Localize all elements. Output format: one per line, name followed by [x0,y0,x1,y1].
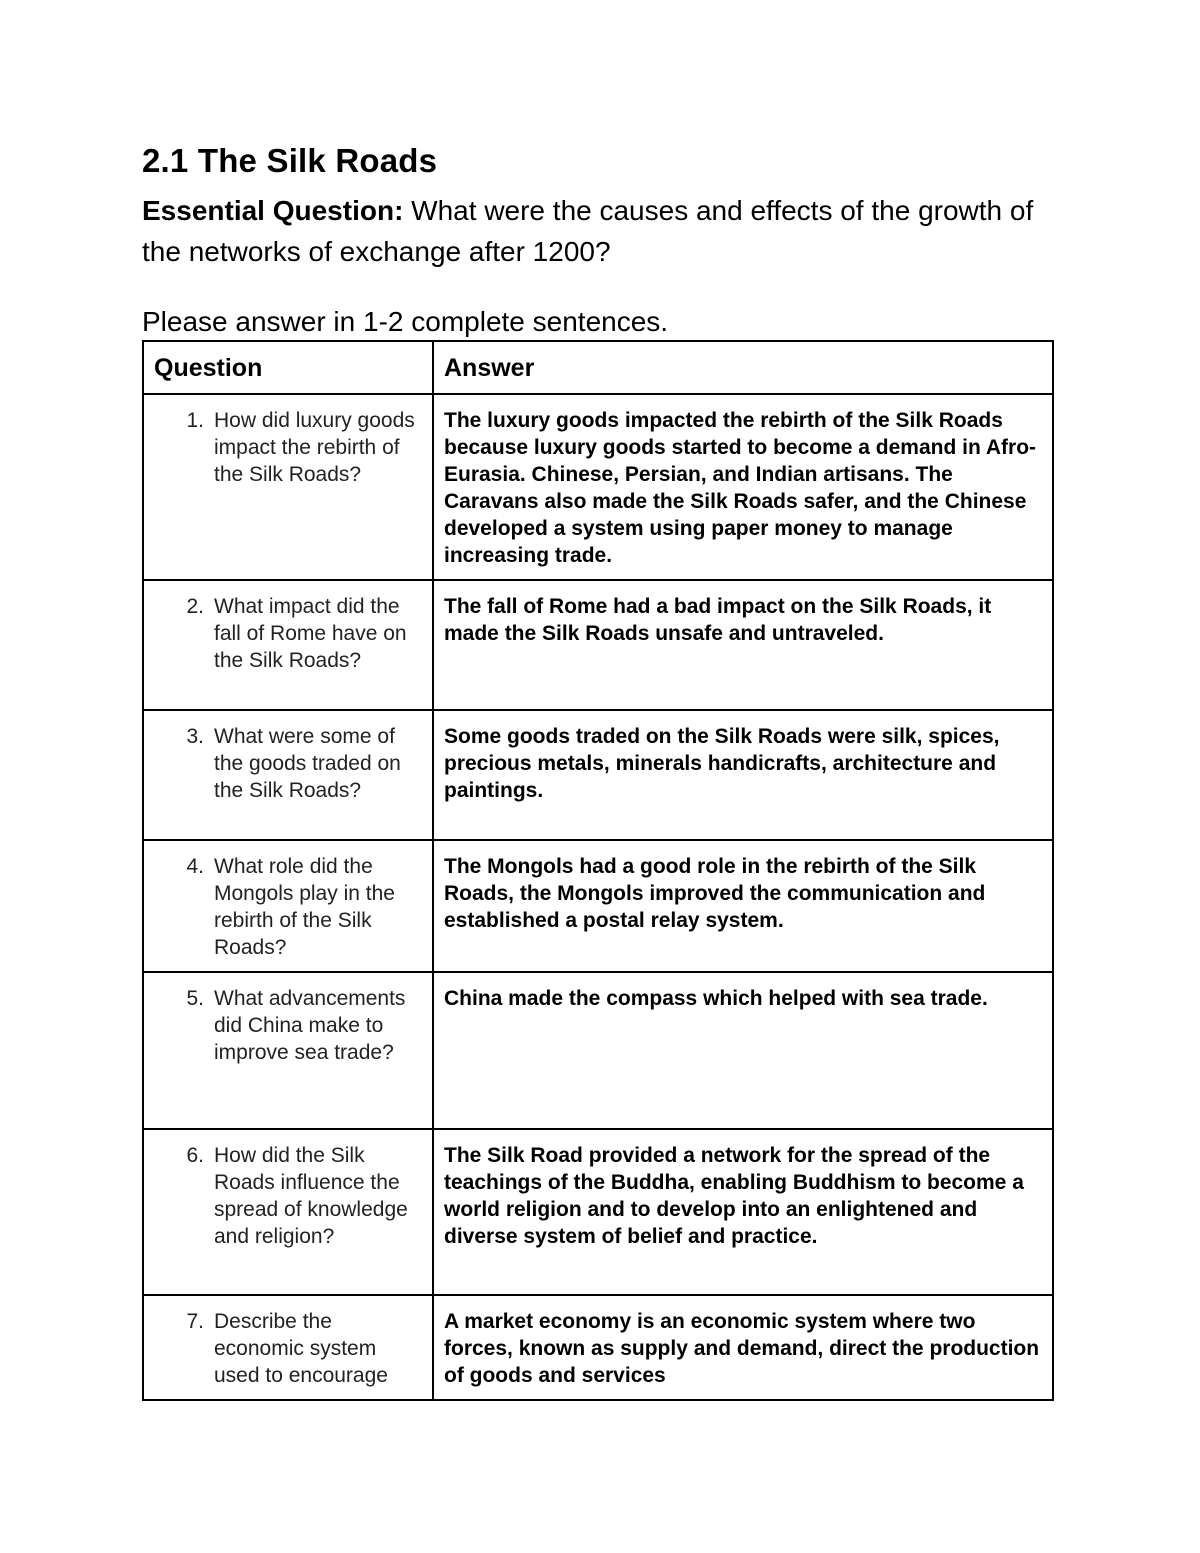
question-number: 4. [186,855,204,878]
answer-cell: The fall of Rome had a bad impact on the Silk Roads, it made the Silk Roads unsafe and untraveled. [433,580,1053,710]
answer-cell: The luxury goods impacted the rebirth of the Silk Roads because luxury goods started to become a demand in Afro-Eurasia. Chinese, Persian, and Indian artisans. The Caravans also made the Silk Roads safer, and the Chinese developed a system using paper money to manage increasing trade. [433,394,1053,580]
question-text: What advancements did China make to improve sea trade? [214,987,406,1064]
question-number: 6. [186,1144,204,1167]
worksheet-page [142,140,1052,1401]
question-text: What role did the Mongols play in the rebirth of the Silk Roads? [214,855,395,959]
question-text: How did the Silk Roads influence the spread of knowledge and religion? [214,1144,408,1248]
answer-cell: The Mongols had a good role in the rebirth of the Silk Roads, the Mongols improved the communication and established a postal relay system. [433,840,1053,972]
essential-question-text: What were the causes and effects of the growth of the networks of exchange after 1200? [142,195,1034,267]
answer-cell: Some goods traded on the Silk Roads were silk, spices, precious metals, minerals handicrafts, architecture and paintings. [433,710,1053,840]
table-row [143,1295,1053,1400]
answer-column-header: Answer [433,341,1053,394]
table-row [143,580,1053,710]
question-number: 3. [186,725,204,748]
question-cell [143,710,433,840]
table-row [143,394,1053,580]
table-row [143,1129,1053,1295]
question-number: 7. [186,1310,204,1333]
question-number: 5. [186,987,204,1010]
question-cell [143,840,433,972]
instructions: Please answer in 1-2 complete sentences. [142,306,669,337]
qa-table [142,340,1054,1401]
question-cell [143,394,433,580]
question-text: What were some of the goods traded on the Silk Roads? [214,725,401,802]
essential-question [142,190,1052,272]
question-column-header: Question [143,341,433,394]
table-row [143,840,1053,972]
answer-cell: The Silk Road provided a network for the spread of the teachings of the Buddha, enabling Buddhism to become a world religion and to develop into an enlightened and diverse system of belief and practice. [433,1129,1053,1295]
question-cell [143,1295,433,1400]
question-cell [143,580,433,710]
question-number: 1. [186,409,204,432]
question-text: How did luxury goods impact the rebirth of the Silk Roads? [214,409,415,486]
table-row [143,710,1053,840]
essential-question-label: Essential Question: [142,195,404,226]
question-text: What impact did the fall of Rome have on the Silk Roads? [214,595,407,672]
question-text: Describe the economic system used to encourage [214,1310,388,1387]
table-header-row [143,341,1053,394]
question-cell [143,972,433,1129]
question-number: 2. [186,595,204,618]
answer-cell: A market economy is an economic system where two forces, known as supply and demand, direct the production of goods and services [433,1295,1053,1400]
page-title: 2.1 The Silk Roads [142,142,438,179]
answer-cell: China made the compass which helped with sea trade. [433,972,1053,1129]
table-row [143,972,1053,1129]
question-cell [143,1129,433,1295]
